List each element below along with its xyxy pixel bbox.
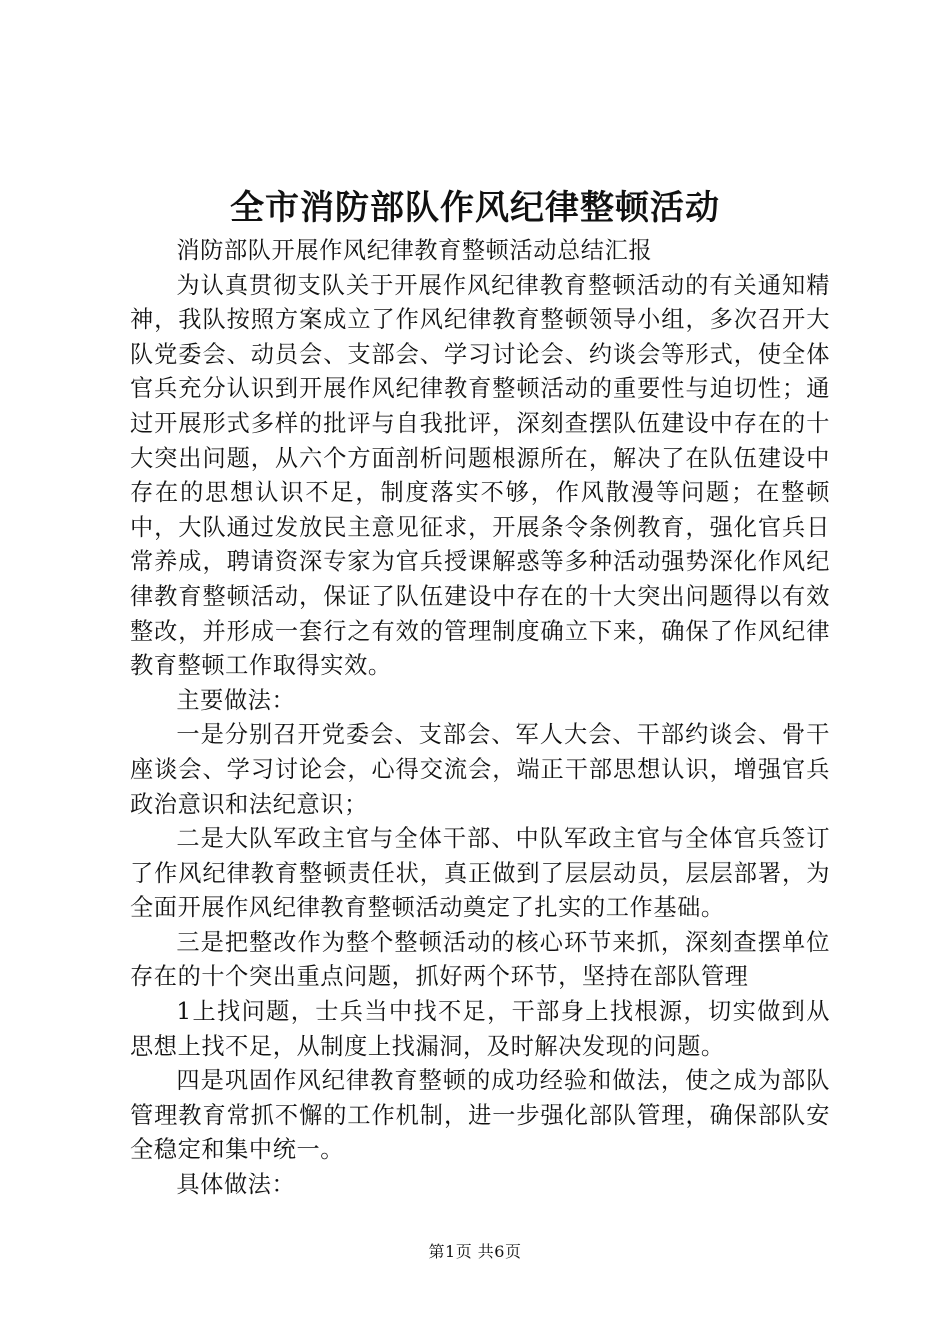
page-number-footer: 第1页 共6页 (428, 1242, 522, 1261)
intro-paragraph: 为认真贯彻支队关于开展作风纪律教育整顿活动的有关通知精神，我队按照方案成立了作风纪律教育整顿领导小组，多次召开大队党委会、动员会、支部会、学习讨论会、约谈会等形式，使全体官兵充分认识到开展作风纪律教育整顿活动的重要性与迫切性；通过开展形式多样的批评与自我批评，深刻查摆队伍建设中存在的十大突出问题，从六个方面剖析问题根源所在，解决了在队伍建设中存在的思想认识不足，制度落实不够，作风散漫等问题；在整顿中，大队通过发放民主意见征求，开展条令条例教育，强化官兵日常养成，聘请资深专家为官兵授课解惑等多种活动强势深化作风纪律教育整顿活动，保证了队伍建设中存在的十大突出问题得以有效整改，并形成一套行之有效的管理制度确立下来，确保了作风纪律教育整顿工作取得实效。 (130, 271, 830, 680)
method-one-paragraph: 一是分别召开党委会、支部会、军人大会、干部约谈会、骨干座谈会、学习讨论会，心得交流会，端正干部思想认识，增强官兵政治意识和法纪意识； (130, 721, 830, 818)
section-heading-specific-methods: 具体做法： (176, 1171, 296, 1199)
method-three-paragraph: 三是把整改作为整个整顿活动的核心环节来抓，深刻查摆单位存在的十个突出重点问题，抓好两个环节，坚持在部队管理 (130, 928, 830, 991)
method-four-paragraph: 四是巩固作风纪律教育整顿的成功经验和做法，使之成为部队管理教育常抓不懈的工作机制，进一步强化部队管理，确保部队安全稳定和集中统一。 (130, 1067, 830, 1164)
method-two-paragraph: 二是大队军政主官与全体干部、中队军政主官与全体官兵签订了作风纪律教育整顿责任状，真正做到了层层动员，层层部署，为全面开展作风纪律教育整顿活动奠定了扎实的工作基础。 (130, 825, 830, 922)
method-three-continued-paragraph: 1上找问题，士兵当中找不足，干部身上找根源，切实做到从思想上找不足，从制度上找漏洞，及时解决发现的问题。 (130, 998, 830, 1060)
section-heading-main-methods: 主要做法： (176, 686, 296, 714)
document-body (130, 234, 830, 1203)
subtitle-paragraph: 消防部队开展作风纪律教育整顿活动总结汇报 (176, 237, 653, 264)
document-title: 全市消防部队作风纪律整顿活动 (230, 188, 720, 228)
